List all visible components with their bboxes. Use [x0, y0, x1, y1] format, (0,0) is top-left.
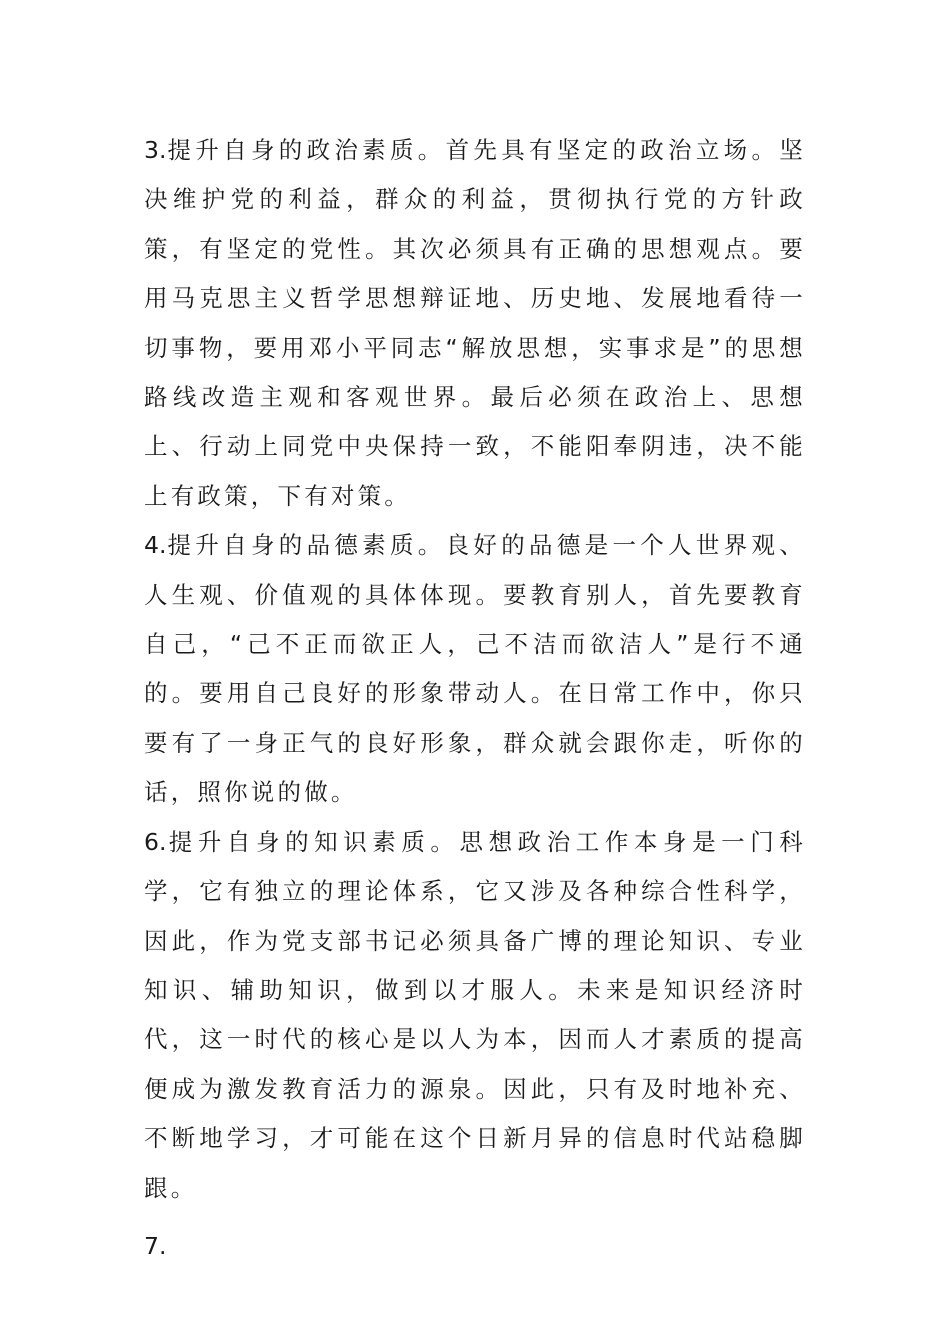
- paragraph-text: 提升自身的政治素质。首先具有坚定的政治立场。坚决维护党的利益，群众的利益，贯彻执行党的方针政策，有坚定的党性。其次必须具有正确的思想观点。要用马克思主义哲学思想辩证地、历史地、发展地看待一切事物，要用邓小平同志“解放思想，实事求是”的思想路线改造主观和客观世界。最后必须在政治上、思想上、行动上同党中央保持一致，不能阳奉阴违，决不能上有政策，下有对策。: [144, 136, 806, 510]
- document-body: [144, 126, 806, 1271]
- paragraph-4: [144, 521, 806, 817]
- paragraph-number: 6.: [144, 827, 167, 856]
- paragraph-3: [144, 126, 806, 521]
- paragraph-7: [144, 1222, 806, 1271]
- paragraph-6: [144, 818, 806, 1213]
- paragraph-number: 3.: [144, 136, 167, 164]
- paragraph-number: 4.: [144, 531, 167, 560]
- paragraph-text: 提升自身的品德素质。良好的品德是一个人世界观、人生观、价值观的具体体现。要教育别人，首先要教育自己，“己不正而欲正人，己不洁而欲洁人”是行不通的。要用自己良好的形象带动人。在日常工作中，你只要有了一身正气的良好形象，群众就会跟你走，听你的话，照你说的做。: [144, 531, 806, 807]
- paragraph-number: 7.: [144, 1231, 167, 1260]
- paragraph-text: 提升自身的知识素质。思想政治工作本身是一门科学，它有独立的理论体系，它又涉及各种综合性科学，因此，作为党支部书记必须具备广博的理论知识、专业知识、辅助知识，做到以才服人。未来是知识经济时代，这一时代的核心是以人为本，因而人才素质的提高便成为激发教育活力的源泉。因此，只有及时地补充、不断地学习，才可能在这个日新月异的信息时代站稳脚跟。: [144, 827, 806, 1202]
